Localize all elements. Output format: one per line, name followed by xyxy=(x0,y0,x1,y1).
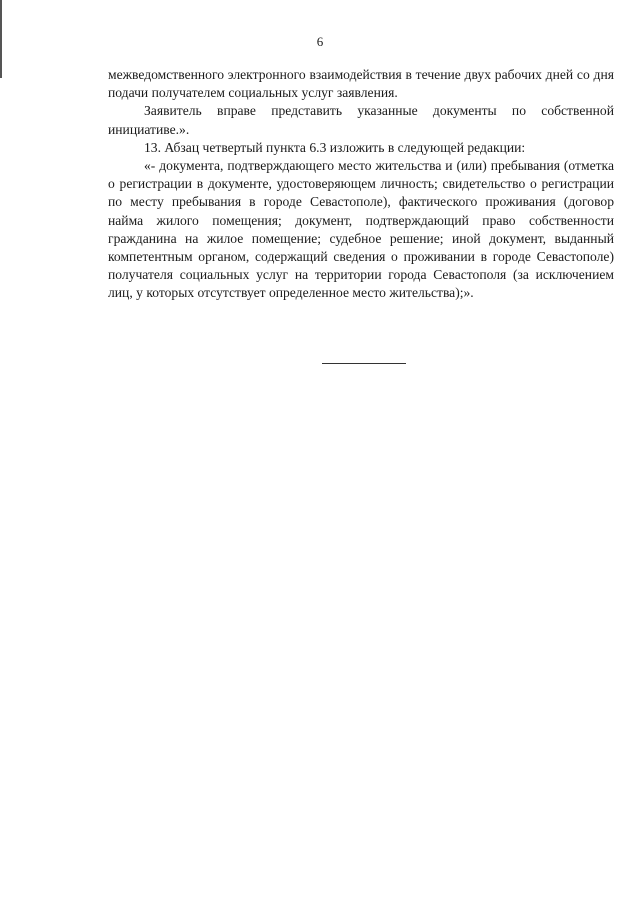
paragraph-applicant-right: Заявитель вправе представить указанные документы по собственной инициативе.». xyxy=(108,103,614,137)
paragraph-new-wording: «- документа, подтверждающего место жительства и (или) пребывания (отметка о регистрации в документе, удостоверяющем личность; свидетельство о регистрации по месту пребывания в городе Севастополе), фактического проживания (договор найма жилого помещения; документ, подтверждающий право собственности гражданина на жилое помещение; судебное решение; иной документ, выданный компетентным органом, содержащий сведения о проживании в городе Севастополе) получателя социальных услуг на территории города Севастополя (за исключением лиц, у которых отсутствует определенное место жительства);». xyxy=(108,158,614,301)
document-body xyxy=(108,66,614,303)
end-separator-line xyxy=(322,363,406,364)
paragraph-item-13: 13. Абзац четвертый пункта 6.3 изложить в следующей редакции: xyxy=(144,139,526,155)
paragraph-continuation: межведомственного электронного взаимодействия в течение двух рабочих дней со дня подачи получателем социальных услуг заявления. xyxy=(108,67,614,101)
page-number: 6 xyxy=(316,34,324,49)
